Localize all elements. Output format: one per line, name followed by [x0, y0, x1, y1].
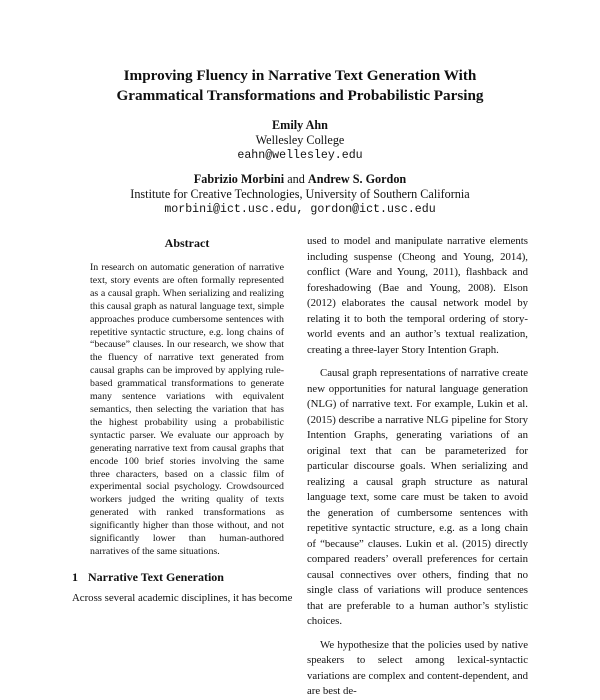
- body-paragraph: We hypothesize that the policies used by native speakers to select among lexical-syntactic variations are complex and content-dependent, and are best de-: [307, 638, 528, 697]
- title-line-2: Grammatical Transformations and Probabilistic Parsing: [116, 87, 484, 104]
- author-block-2: [40, 172, 560, 217]
- author-affiliation: Wellesley College: [255, 133, 345, 147]
- abstract-heading: Abstract: [164, 236, 210, 250]
- body-paragraph: Causal graph representations of narrative create new opportunities for natural language generation (NLG) of narrative text. For example, Lukin et al. (2015) describe a narrative NLG pipeline for Story Intention Graphs, generating variations of an original text that can be parameterized for particular discourse goals. When serializing and realizing a causal graph structure as natural language text, some care must be taken to avoid the generation of cumbersome sentences with repetitive syntactic structure, e.g. as a long chain of “because” clauses. Lukin et al. (2015) directly compared readers’ overall preferences for certain causal connectives over others, finding that no single class of variations will produce sentences that are preferable to a human author’s stylistic choices.: [307, 367, 528, 627]
- right-column: [307, 234, 528, 700]
- abstract-text: In research on automatic generation of narrative text, story events are often formally represented as a causal graph. When serializing and realizing this causal graph as natural language text, simple approaches produce cumbersome sentences with repetitive syntactic structure, e.g. long chains of “because” clauses. In our research, we show that the fluency of narrative text generated from causal graphs can be improved by applying rule-based grammatical transformations to generate many sentence variations with equivalent semantics, then selecting the variation that has the highest probability using a probabilistic syntactic parser. We evaluate our approach by generating narrative text from causal graphs that encode 100 brief stories involving the same three characters, based on a classic film of experimental social psychology. Crowdsourced workers judged the writing quality of texts generated with ranked transformations as significantly higher than those without, and not significantly lower than human-authored narratives of the same situations.: [90, 262, 284, 557]
- author-emails: morbini@ict.usc.edu, gordon@ict.usc.edu: [164, 203, 436, 216]
- author-block-1: [40, 118, 560, 163]
- section-body: Across several academic disciplines, it has become: [72, 592, 293, 604]
- paper-title: [60, 66, 540, 106]
- section-title: Narrative Text Generation: [88, 570, 224, 584]
- author-conjunction: and: [287, 172, 305, 186]
- title-line-1: Improving Fluency in Narrative Text Generation With: [123, 67, 477, 84]
- author-email: eahn@wellesley.edu: [237, 149, 363, 162]
- body-paragraph: used to model and manipulate narrative elements including suspense (Cheong and Young, 2014), conflict (Ware and Young, 2011), flashback and foreshadowing (Bae and Young, 2008). Elson (2012) elaborates the causal network model by relating it to both the temporal ordering of story-world events and an author’s textual realization, creating a three-layer Story Intention Graph.: [307, 235, 528, 356]
- author-affiliation: Institute for Creative Technologies, University of Southern California: [130, 187, 470, 201]
- author-name: Andrew S. Gordon: [307, 172, 407, 186]
- section-number: 1: [72, 570, 78, 584]
- author-name: Emily Ahn: [272, 118, 328, 132]
- abstract-section: [90, 236, 284, 559]
- section-heading: [72, 570, 224, 585]
- author-name: Fabrizio Morbini: [193, 172, 285, 186]
